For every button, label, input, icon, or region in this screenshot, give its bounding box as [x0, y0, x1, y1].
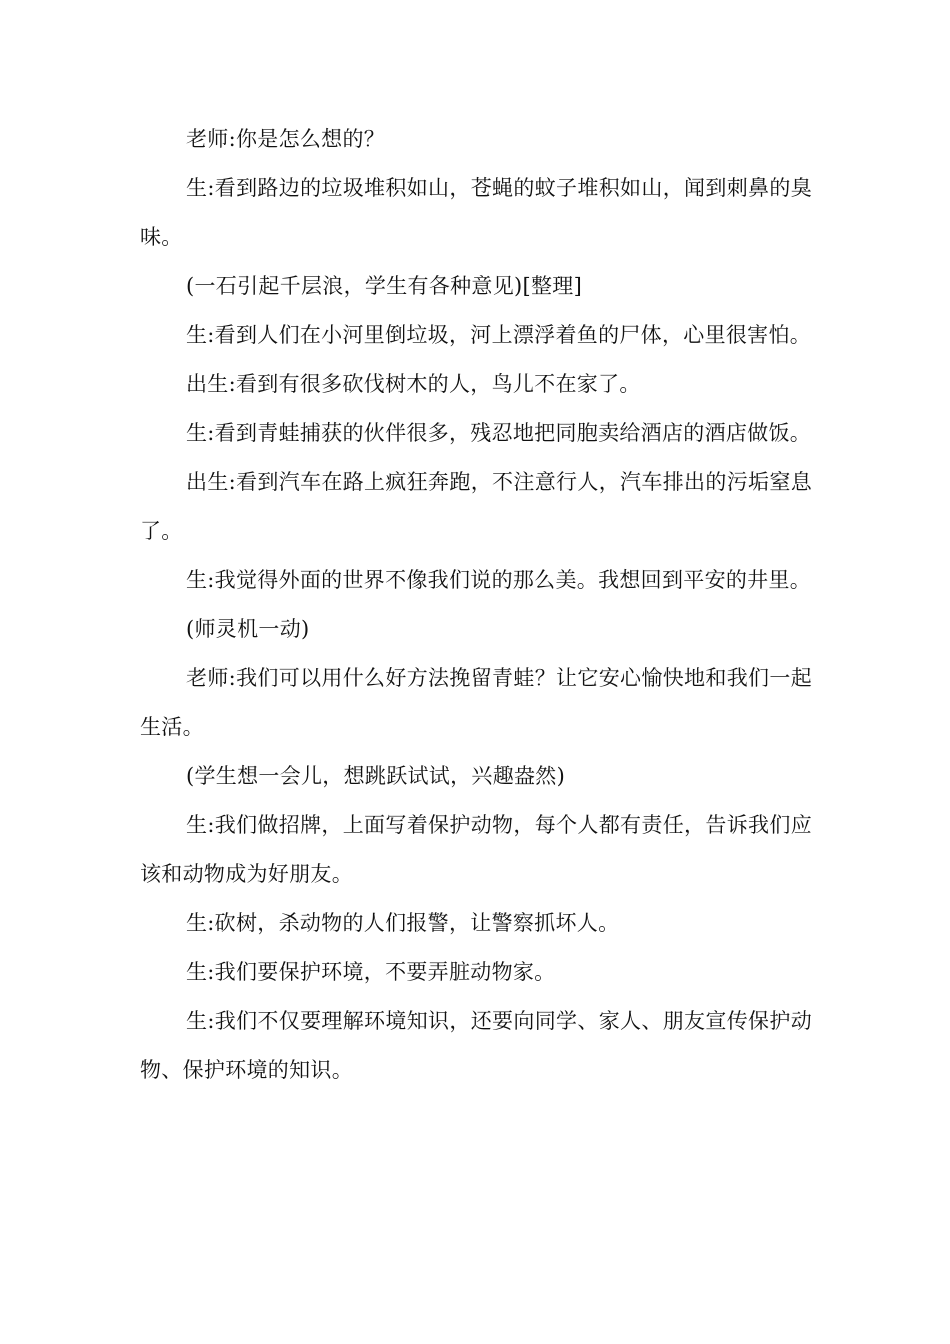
paragraph-student-sign: 生:我们做招牌，上面写着保护动物，每个人都有责任，告诉我们应该和动物成为好朋友。	[140, 813, 812, 886]
paragraph-student-police: 生:砍树，杀动物的人们报警，让警察抓坏人。	[186, 911, 620, 935]
paragraph-note-opinions: (一石引起千层浪，学生有各种意见)[整理]	[186, 274, 583, 298]
document-body	[140, 115, 812, 1095]
paragraph-note-teacher-idea: (师灵机一动)	[186, 617, 310, 641]
paragraph-student-frogs: 生:看到青蛙捕获的伙伴很多，残忍地把同胞卖给酒店的酒店做饭。	[186, 421, 812, 445]
paragraph-student-environment: 生:我们要保护环境，不要弄脏动物家。	[186, 960, 556, 984]
paragraph-student-well: 生:我觉得外面的世界不像我们说的那么美。我想回到平安的井里。	[186, 568, 812, 592]
paragraph-student-garbage: 生:看到路边的垃圾堆积如山，苍蝇的蚊子堆积如山，闻到刺鼻的臭味。	[140, 176, 812, 249]
paragraph-student-river: 生:看到人们在小河里倒垃圾，河上漂浮着鱼的尸体，心里很害怕。	[186, 323, 812, 347]
paragraph-student-trees: 出生:看到有很多砍伐树木的人，鸟儿不在家了。	[186, 372, 641, 396]
paragraph-teacher-question: 老师:你是怎么想的？	[186, 127, 386, 151]
paragraph-teacher-method: 老师:我们可以用什么好方法挽留青蛙？让它安心愉快地和我们一起生活。	[140, 666, 812, 739]
paragraph-student-knowledge: 生:我们不仅要理解环境知识，还要向同学、家人、朋友宣传保护动物、保护环境的知识。	[140, 1009, 812, 1082]
paragraph-student-cars: 出生:看到汽车在路上疯狂奔跑，不注意行人，汽车排出的污垢窒息了。	[140, 470, 812, 543]
paragraph-note-students-think: (学生想一会儿，想跳跃试试，兴趣盎然)	[186, 764, 566, 788]
